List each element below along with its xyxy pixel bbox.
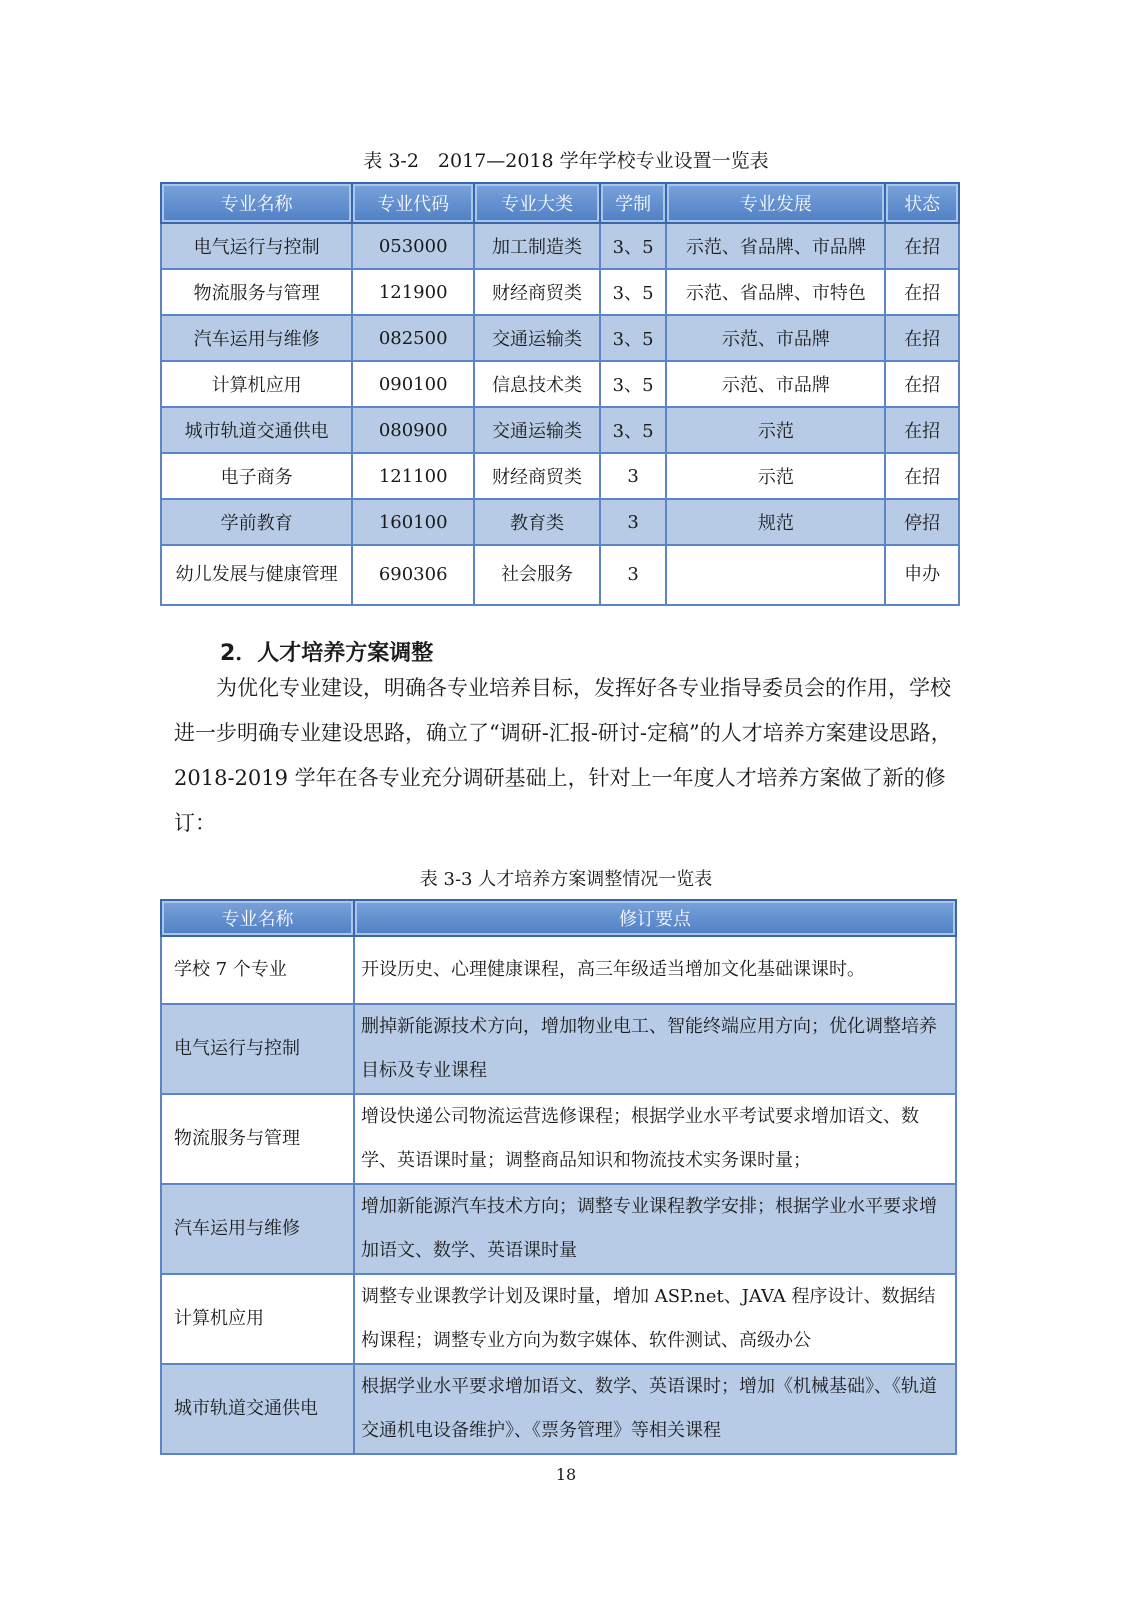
cell-revision: 开设历史、心理健康课程，高三年级适当增加文化基础课课时。	[354, 936, 956, 1004]
cell-name: 学前教育	[161, 499, 352, 545]
cell-name: 城市轨道交通供电	[161, 407, 352, 453]
cell-revision: 增设快递公司物流运营选修课程；根据学业水平考试要求增加语文、数学、英语课时量；调整商品知识和物流技术实务课时量；	[354, 1094, 956, 1184]
cell-category: 社会服务	[474, 545, 600, 605]
header-duration: 学制	[600, 183, 667, 223]
table-row	[161, 269, 959, 315]
cell-development: 示范、市品牌	[666, 361, 885, 407]
cell-code: 690306	[352, 545, 474, 605]
cell-revision: 根据学业水平要求增加语文、数学、英语课时；增加《机械基础》、《轨道交通机电设备维护》、《票务管理》等相关课程	[354, 1364, 956, 1454]
table2-caption: 表 3-3 人才培养方案调整情况一览表	[419, 869, 713, 890]
header-major-category: 专业大类	[474, 183, 600, 223]
cell-name: 电子商务	[161, 453, 352, 499]
table-row	[161, 1274, 956, 1364]
cell-code: 121900	[352, 269, 474, 315]
cell-duration: 3、5	[600, 315, 667, 361]
cell-status: 在招	[885, 361, 959, 407]
cell-status: 在招	[885, 315, 959, 361]
cell-category: 教育类	[474, 499, 600, 545]
table-header-row	[161, 900, 956, 936]
cell-status: 申办	[885, 545, 959, 605]
header-development: 专业发展	[666, 183, 885, 223]
table-header-row	[161, 183, 959, 223]
cell-category: 交通运输类	[474, 315, 600, 361]
cell-category: 加工制造类	[474, 223, 600, 269]
cell-duration: 3	[600, 545, 667, 605]
cell-code: 082500	[352, 315, 474, 361]
page-number: 18	[555, 1465, 577, 1484]
table-row	[161, 223, 959, 269]
cell-code: 160100	[352, 499, 474, 545]
cell-name: 电气运行与控制	[161, 1004, 354, 1094]
cell-name: 汽车运用与维修	[161, 315, 352, 361]
header-major-code: 专业代码	[352, 183, 474, 223]
cell-status: 在招	[885, 407, 959, 453]
cell-category: 财经商贸类	[474, 269, 600, 315]
cell-name: 物流服务与管理	[161, 269, 352, 315]
table-row	[161, 936, 956, 1004]
cell-code: 053000	[352, 223, 474, 269]
cell-category: 交通运输类	[474, 407, 600, 453]
cell-development: 示范、省品牌、市品牌	[666, 223, 885, 269]
header-major-name: 专业名称	[161, 900, 354, 936]
cell-status: 在招	[885, 269, 959, 315]
cell-development: 规范	[666, 499, 885, 545]
cell-name: 学校 7 个专业	[161, 936, 354, 1004]
cell-category: 财经商贸类	[474, 453, 600, 499]
table-row	[161, 453, 959, 499]
cell-name: 汽车运用与维修	[161, 1184, 354, 1274]
cell-status: 停招	[885, 499, 959, 545]
cell-development: 示范	[666, 407, 885, 453]
header-major-name: 专业名称	[161, 183, 352, 223]
major-settings-table	[160, 182, 960, 606]
table1-caption: 表 3-2 2017—2018 学年学校专业设置一览表	[363, 150, 769, 172]
table-row	[161, 545, 959, 605]
cell-development	[666, 545, 885, 605]
cell-name: 计算机应用	[161, 1274, 354, 1364]
cell-code: 121100	[352, 453, 474, 499]
table-row	[161, 315, 959, 361]
cell-name: 计算机应用	[161, 361, 352, 407]
cell-code: 080900	[352, 407, 474, 453]
cell-revision: 删掉新能源技术方向，增加物业电工、智能终端应用方向；优化调整培养目标及专业课程	[354, 1004, 956, 1094]
table-row	[161, 407, 959, 453]
cell-duration: 3、5	[600, 269, 667, 315]
cell-code: 090100	[352, 361, 474, 407]
body-paragraph: 为优化专业建设，明确各专业培养目标，发挥好各专业指导委员会的作用，学校进一步明确专业建设思路，确立了“调研-汇报-研讨-定稿”的人才培养方案建设思路，2018-2019 学年在各专业充分调研基础上，针对上一年度人才培养方案做了新的修订：	[174, 676, 952, 835]
cell-name: 城市轨道交通供电	[161, 1364, 354, 1454]
table-row	[161, 1364, 956, 1454]
table-row	[161, 1094, 956, 1184]
section-heading: 2．人才培养方案调整	[220, 641, 434, 666]
cell-duration: 3、5	[600, 361, 667, 407]
table-row	[161, 499, 959, 545]
cell-category: 信息技术类	[474, 361, 600, 407]
cell-duration: 3、5	[600, 223, 667, 269]
table-row	[161, 361, 959, 407]
table-row	[161, 1184, 956, 1274]
cell-duration: 3	[600, 499, 667, 545]
cell-revision: 调整专业课教学计划及课时量，增加 ASP.net、JAVA 程序设计、数据结构课程；调整专业方向为数字媒体、软件测试、高级办公	[354, 1274, 956, 1364]
cell-duration: 3	[600, 453, 667, 499]
table-row	[161, 1004, 956, 1094]
cell-development: 示范、市品牌	[666, 315, 885, 361]
cell-revision: 增加新能源汽车技术方向；调整专业课程教学安排；根据学业水平要求增加语文、数学、英语课时量	[354, 1184, 956, 1274]
header-status: 状态	[885, 183, 959, 223]
cell-status: 在招	[885, 223, 959, 269]
cell-development: 示范、省品牌、市特色	[666, 269, 885, 315]
header-revision-points: 修订要点	[354, 900, 956, 936]
cell-name: 幼儿发展与健康管理	[161, 545, 352, 605]
cell-name: 电气运行与控制	[161, 223, 352, 269]
training-plan-table	[160, 899, 957, 1455]
cell-name: 物流服务与管理	[161, 1094, 354, 1184]
cell-duration: 3、5	[600, 407, 667, 453]
cell-development: 示范	[666, 453, 885, 499]
cell-status: 在招	[885, 453, 959, 499]
